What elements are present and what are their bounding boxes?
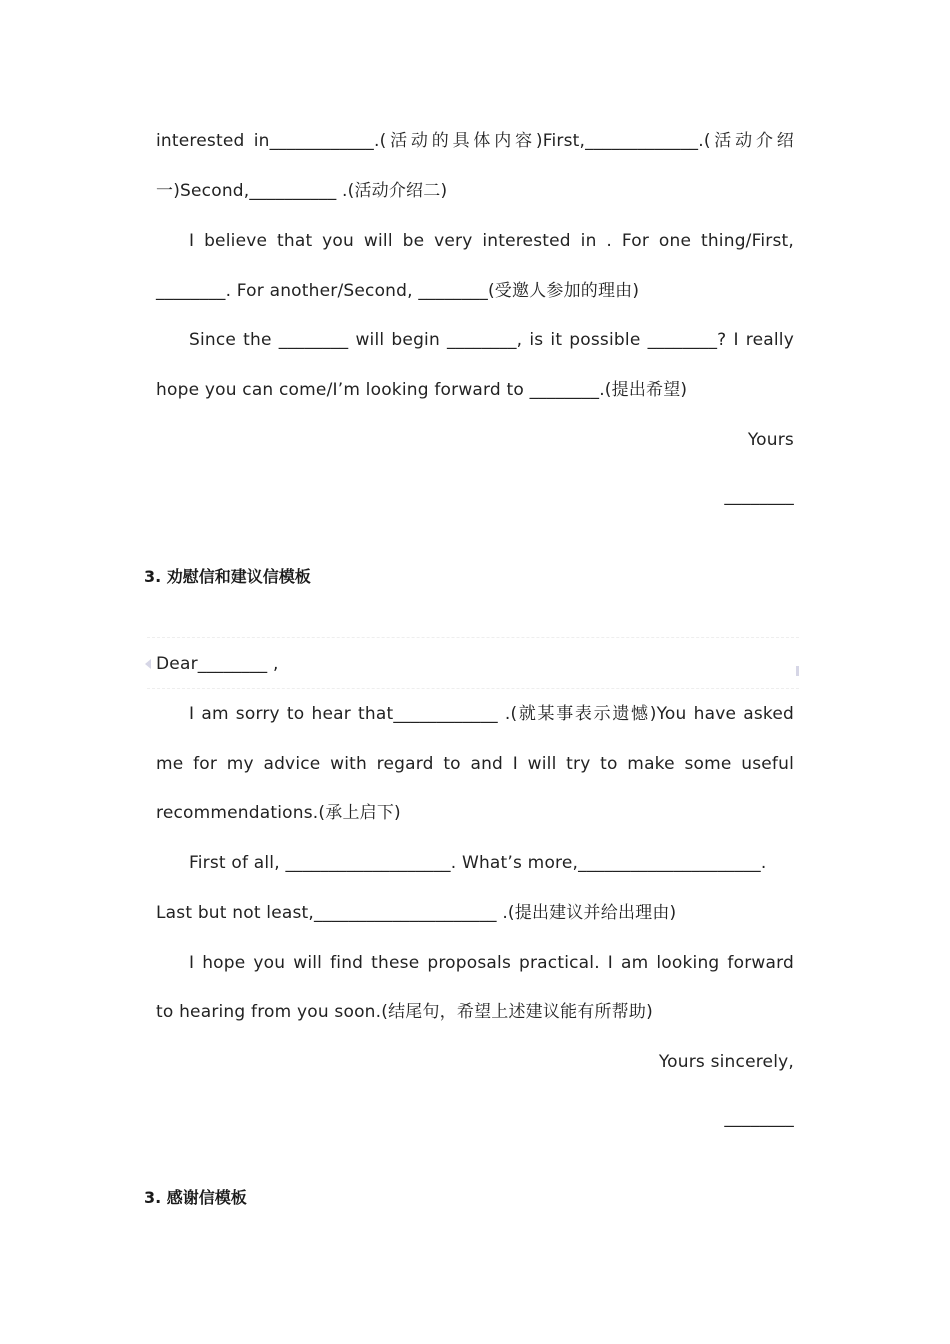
invitation-line-3: I believe that you will be very interested in . For one thing/First, [189,231,794,251]
advice-line-6: I hope you will find these proposals practical. I am looking forward [189,953,794,973]
advice-line-3: recommendations.(承上启下) [156,803,401,823]
advice-line-2: me for my advice with regard to and I will try to make some useful [156,754,794,774]
invitation-signature-blank: ________ [724,486,794,506]
invitation-line-5: Since the ________ will begin ________, is it possible ________? I really [189,330,794,350]
advice-line-1: I am sorry to hear that____________ .(就某事表示遗憾)You have asked [189,704,794,724]
advice-line-4: First of all, ___________________. What’s more,_____________________. [189,853,767,873]
invitation-line-4: ________. For another/Second, ________(受邀人参加的理由) [156,281,640,301]
invitation-line-2: 一)Second,__________ .(活动介绍二) [156,181,448,201]
advice-closing: Yours sincerely, [658,1052,794,1072]
advice-letter-heading: 3. 劝慰信和建议信模板 [144,567,311,586]
left-marker-icon [145,659,151,669]
invitation-closing: Yours [747,430,794,450]
invitation-line-6: hope you can come/I’m looking forward to ________.(提出希望) [156,380,688,400]
advice-salutation: Dear________ , [156,654,279,674]
right-marker-icon [796,666,799,676]
advice-signature-blank: ________ [724,1108,794,1128]
invitation-line-1: interested in____________.(活动的具体内容)First,_____________.(活动介绍 [156,131,794,151]
advice-line-5: Last but not least,_____________________ .(提出建议并给出理由) [156,903,677,923]
advice-line-7: to hearing from you soon.(结尾句，希望上述建议能有所帮助) [156,1002,653,1022]
thanks-letter-heading: 3. 感谢信模板 [144,1188,247,1207]
